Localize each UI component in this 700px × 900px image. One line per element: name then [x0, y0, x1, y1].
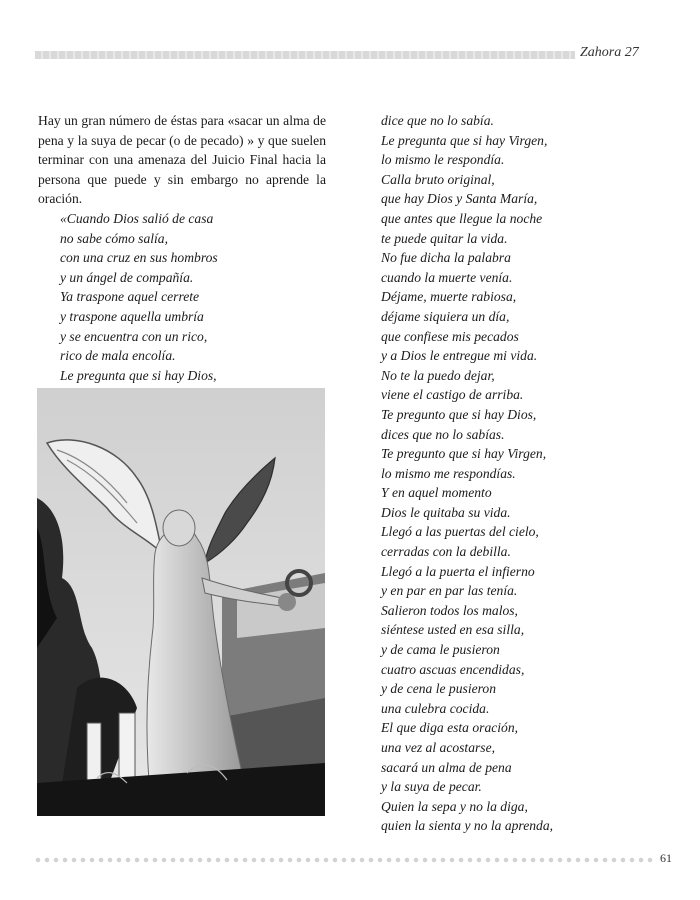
verse-line: Te pregunto que si hay Virgen, — [381, 446, 547, 462]
verse-line: que confiese mis pecados — [381, 328, 519, 344]
verse-line: Y en aquel momento — [381, 485, 492, 501]
verse-line: que antes que llegue la noche — [381, 210, 543, 226]
left-verse-block — [38, 209, 326, 385]
verse-line: El que diga esta oración, — [381, 720, 519, 736]
verse-line: lo mismo le respondía. — [381, 152, 505, 168]
footer-rule — [35, 857, 655, 863]
verse-line: que hay Dios y Santa María, — [381, 191, 538, 207]
verse-line: y de cama le pusieron — [381, 642, 500, 658]
verse-line: quien la sienta y no la aprenda, — [381, 818, 554, 834]
verse-line: Quien la sepa y no la diga, — [381, 798, 528, 814]
verse-line: lo mismo me respondías. — [381, 465, 516, 481]
verse-line: siéntese usted en esa silla, — [381, 622, 525, 638]
running-header: Zahora 27 — [580, 45, 639, 60]
verse-line: déjame siquiera un día, — [381, 308, 510, 324]
verse-line: no sabe cómo salía, — [60, 230, 168, 246]
verse-line: Dios le quitaba su vida. — [381, 504, 511, 520]
verse-line: Te pregunto que si hay Dios, — [381, 406, 537, 422]
verse-line: Le pregunta que si hay Virgen, — [381, 132, 548, 148]
verse-line: Salieron todos los malos, — [381, 602, 518, 618]
verse-line: te puede quitar la vida. — [381, 230, 508, 246]
header-rule — [35, 51, 575, 59]
verse-line: Calla bruto original, — [381, 171, 495, 187]
verse-line: rico de mala encolía. — [60, 348, 176, 364]
page-number: 61 — [660, 851, 672, 865]
verse-line: y en par en par las tenía. — [381, 583, 518, 599]
verse-line: cuatro ascuas encendidas, — [381, 661, 525, 677]
verse-line: una culebra cocida. — [381, 700, 490, 716]
verse-line: Déjame, muerte rabiosa, — [381, 289, 517, 305]
verse-line: cerradas con la debilla. — [381, 544, 511, 560]
verse-line: y de cena le pusieron — [381, 681, 497, 697]
verse-line: Ya traspone aquel cerrete — [60, 289, 200, 305]
verse-line: y a Dios le entregue mi vida. — [381, 348, 538, 364]
verse-line: y la suya de pecar. — [381, 779, 482, 795]
right-column — [381, 111, 681, 836]
verse-line: «Cuando Dios salió de casa — [60, 210, 214, 226]
verse-line: Le pregunta que si hay Dios, — [60, 367, 217, 383]
verse-line: dice que no lo sabía. — [381, 113, 494, 128]
verse-line: cuando la muerte venía. — [381, 269, 513, 285]
verse-line: dices que no lo sabías. — [381, 426, 505, 442]
verse-line: viene el castigo de arriba. — [381, 387, 524, 403]
intro-paragraph: Hay un gran número de éstas para «sacar un alma de pena y la suya de pecar (o de pecado) » y que suelen terminar con una amenaza del Juicio Final hacia la persona que puede y sin embargo no aprende la oración. — [38, 113, 326, 207]
verse-line: sacará un alma de pena — [381, 759, 512, 775]
verse-line: Llegó a la puerta el infierno — [381, 563, 535, 579]
angel-statue-photo — [37, 388, 325, 816]
verse-line: y se encuentra con un rico, — [60, 328, 208, 344]
verse-line: No fue dicha la palabra — [381, 250, 511, 266]
left-column — [38, 111, 326, 385]
verse-line: con una cruz en sus hombros — [60, 250, 218, 266]
verse-line: una vez al acostarse, — [381, 740, 496, 755]
verse-line: y traspone aquella umbría — [60, 308, 204, 324]
verse-line: Llegó a las puertas del cielo, — [381, 524, 539, 540]
verse-line: y un ángel de compañía. — [60, 269, 194, 285]
verse-line: No te la puedo dejar, — [381, 367, 495, 383]
